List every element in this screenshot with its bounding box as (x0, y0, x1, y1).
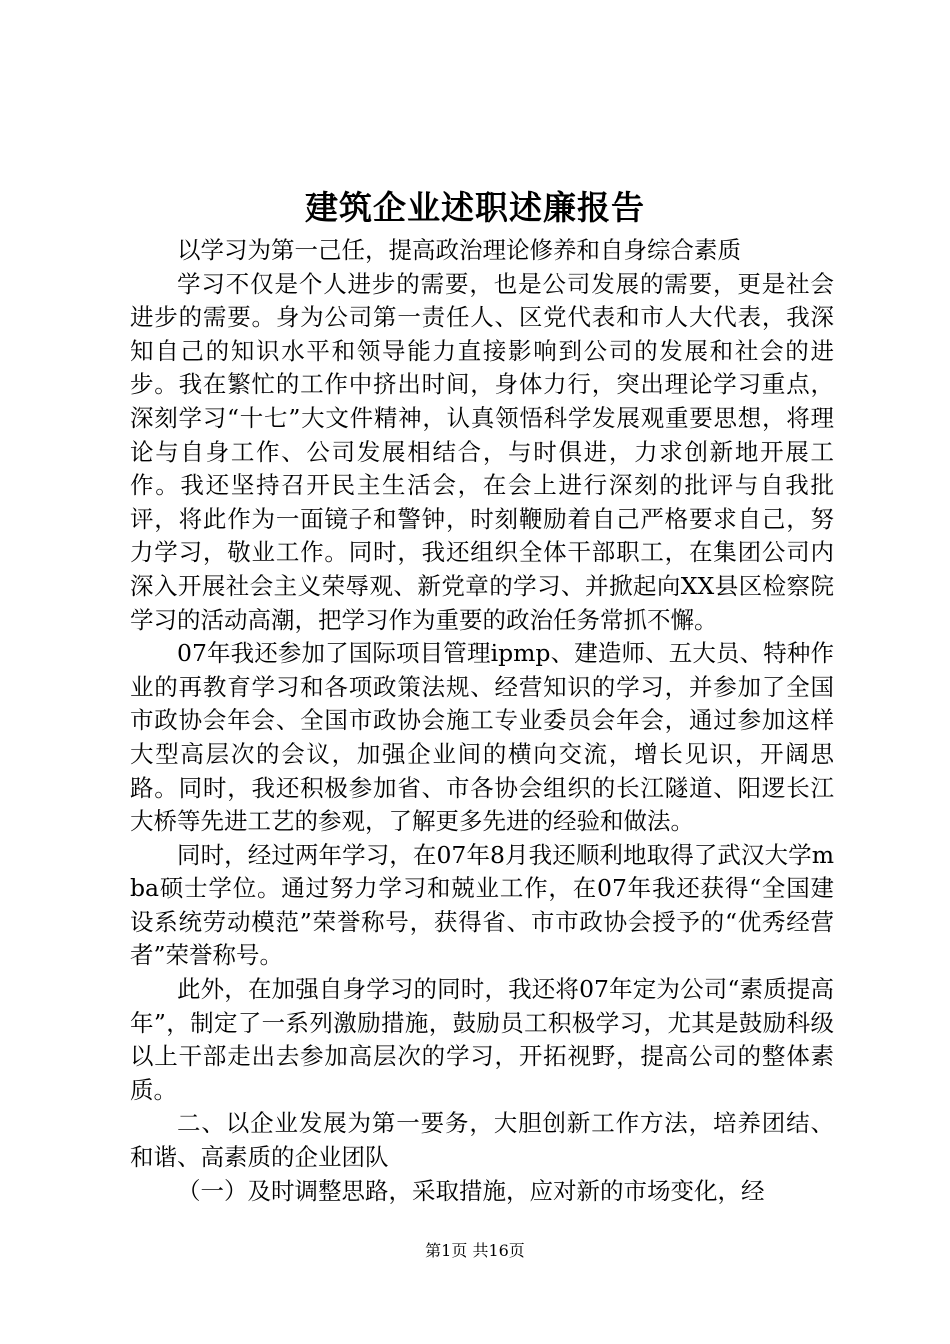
paragraph-3: 07年我还参加了国际项目管理ipmp、建造师、五大员、特种作业的再教育学习和各项政策法规、经营知识的学习，并参加了全国市政协会年会、全国市政协会施工专业委员会年会，通过参加这样大型高层次的会议，加强企业间的横向交流，增长见识，开阔思路。同时，我还积极参加省、市各协会组织的长江隧道、阳逻长江大桥等先进工艺的参观，了解更多先进的经验和做法。 (130, 639, 834, 836)
paragraph-5: 此外，在加强自身学习的同时，我还将07年定为公司“素质提高年”，制定了一系列激励措施，鼓励员工积极学习，尤其是鼓励科级以上干部走出去参加高层次的学习，开拓视野，提高公司的整体素质。 (130, 975, 834, 1104)
paragraph-subheading-1: （一）及时调整思路，采取措施，应对新的市场变化，经 (177, 1176, 765, 1205)
paragraph-heading-2: 二、以企业发展为第一要务，大胆创新工作方法，培养团结、和谐、高素质的企业团队 (130, 1109, 834, 1172)
paragraph-4: 同时，经过两年学习，在07年8月我还顺利地取得了武汉大学mba硕士学位。通过努力学习和兢业工作，在07年我还获得“全国建设系统劳动模范”荣誉称号，获得省、市市政协会授予的“优秀经营者”荣誉称号。 (130, 840, 834, 970)
page-number-footer: 第1页 共16页 (425, 1241, 525, 1260)
document-title: 建筑企业述职述廉报告 (305, 188, 645, 227)
paragraph-heading-1: 以学习为第一己任，提高政治理论修养和自身综合素质 (177, 236, 741, 264)
paragraph-2: 学习不仅是个人进步的需要，也是公司发展的需要，更是社会进步的需要。身为公司第一责任人、区党代表和市人大代表，我深知自己的知识水平和领导能力直接影响到公司的发展和社会的进步。我在繁忙的工作中挤出时间，身体力行，突出理论学习重点，深刻学习“十七”大文件精神，认真领悟科学发展观重要思想，将理论与自身工作、公司发展相结合，与时俱进，力求创新地开展工作。我还坚持召开民主生活会，在会上进行深刻的批评与自我批评，将此作为一面镜子和警钟，时刻鞭励着自己严格要求自己，努力学习，敬业工作。同时，我还组织全体干部职工，在集团公司内深入开展社会主义荣辱观、新党章的学习、并掀起向XX县区检察院学习的活动高潮，把学习作为重要的政治任务常抓不懈。 (130, 269, 834, 634)
document-body (130, 234, 834, 1208)
